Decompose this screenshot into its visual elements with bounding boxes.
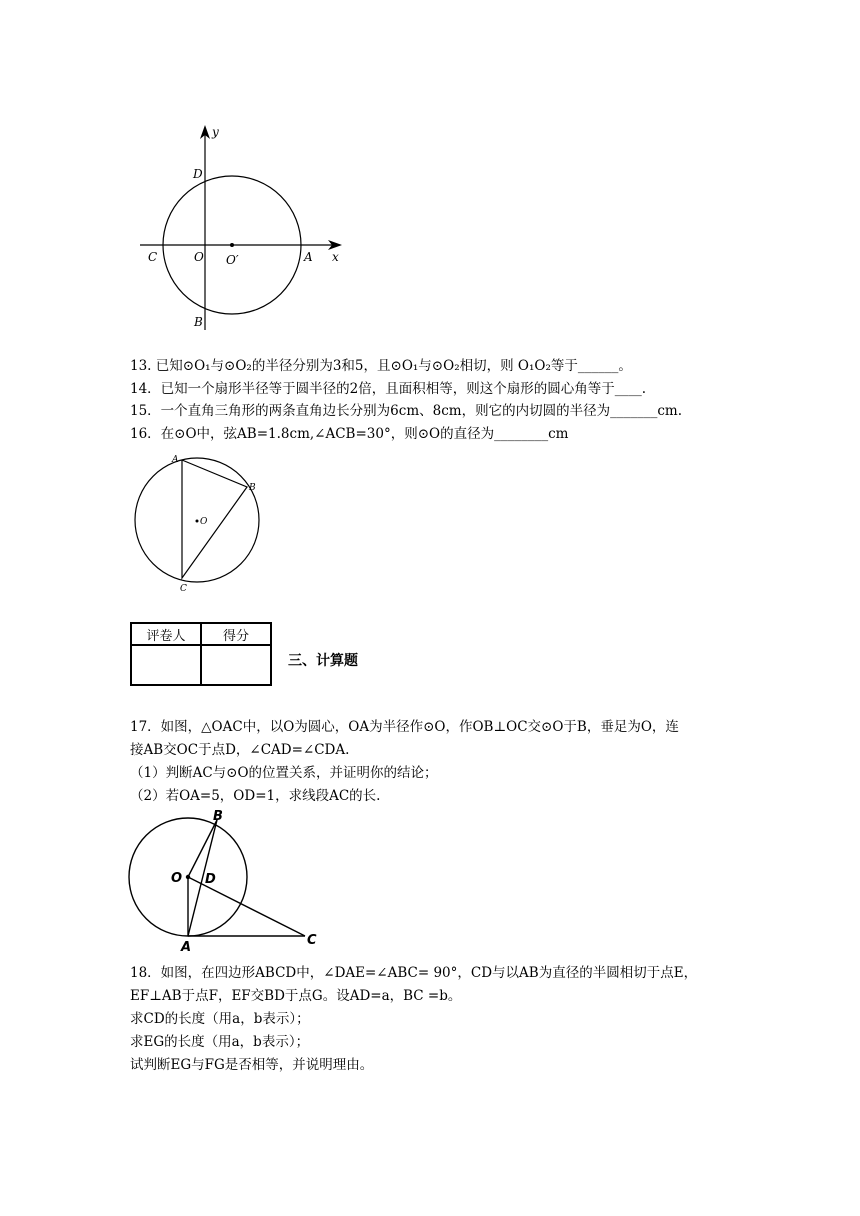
question-18-line1: 18．如图，在四边形ABCD中，∠DAE=∠ABC= 90°，CD与以AB为直径的半圆相切于点E， [130,965,698,981]
label-b: B [194,315,203,329]
score-cell-grader [131,645,201,685]
question-17-part1: （1）判断AC与⊙O的位置关系，并证明你的结论； [130,765,438,781]
label-x: x [332,250,339,264]
center-o [196,520,199,523]
segment-ob [188,820,217,877]
figure-inscribed-triangle [125,450,275,595]
label-c: C [307,933,317,948]
score-table [130,622,272,686]
question-14: 14．已知一个扇形半径等于圆半径的2倍，且面积相等，则这个扇形的圆心角等于____. [130,381,647,397]
label-b: B [213,809,223,824]
triangle-abc [182,460,247,578]
section-title: 三、计算题 [288,653,358,669]
question-15: 15．一个直角三角形的两条直角边长分别为6cm、8cm，则它的内切圆的半径为_______cm. [130,403,682,419]
label-o: O [200,517,208,527]
question-18-line2: EF⊥AB于点F，EF交BD于点G。设AD=a，BC =b。 [130,988,462,1004]
question-17-part2: （2）若OA=5，OD=1，求线段AC的长. [130,788,381,804]
figure-tangent-triangle [125,808,335,958]
label-d: D [193,167,203,181]
question-17-line2: 接AB交OC于点D，∠CAD=∠CDA. [130,742,350,758]
question-13: 13. 已知⊙O₁与⊙O₂的半径分别为3和5，且⊙O₁与⊙O₂相切，则 O₁O₂等于______。 [130,358,632,374]
center-o [186,875,190,879]
label-y: y [212,125,219,139]
score-cell-score [201,645,271,685]
question-18-line3: 求CD的长度（用a，b表示）； [130,1011,310,1027]
label-c: C [180,584,187,594]
score-col-score: 得分 [201,623,271,645]
figure-coordinate-circle [130,120,360,335]
label-a: A [181,940,192,955]
label-d: D [205,872,216,887]
label-c: C [148,250,158,264]
label-a: A [304,250,313,264]
question-18-line4: 求EG的长度（用a，b表示）； [130,1034,310,1050]
label-o-prime: O′ [226,253,239,267]
question-17-line1: 17．如图，△OAC中，以O为圆心，OA为半径作⊙O，作OB⊥OC交⊙O于B，垂足为O，连 [130,719,679,735]
question-16: 16．在⊙O中，弦AB=1.8cm,∠ACB=30°，则⊙O的直径为________cm [130,426,569,442]
label-b: B [249,483,256,493]
label-a: A [172,455,179,465]
label-o: O [194,250,204,264]
center-point [230,243,234,247]
question-18-line5: 试判断EG与FG是否相等，并说明理由。 [130,1057,374,1073]
score-col-grader: 评卷人 [131,623,201,645]
label-o: O [171,871,183,886]
